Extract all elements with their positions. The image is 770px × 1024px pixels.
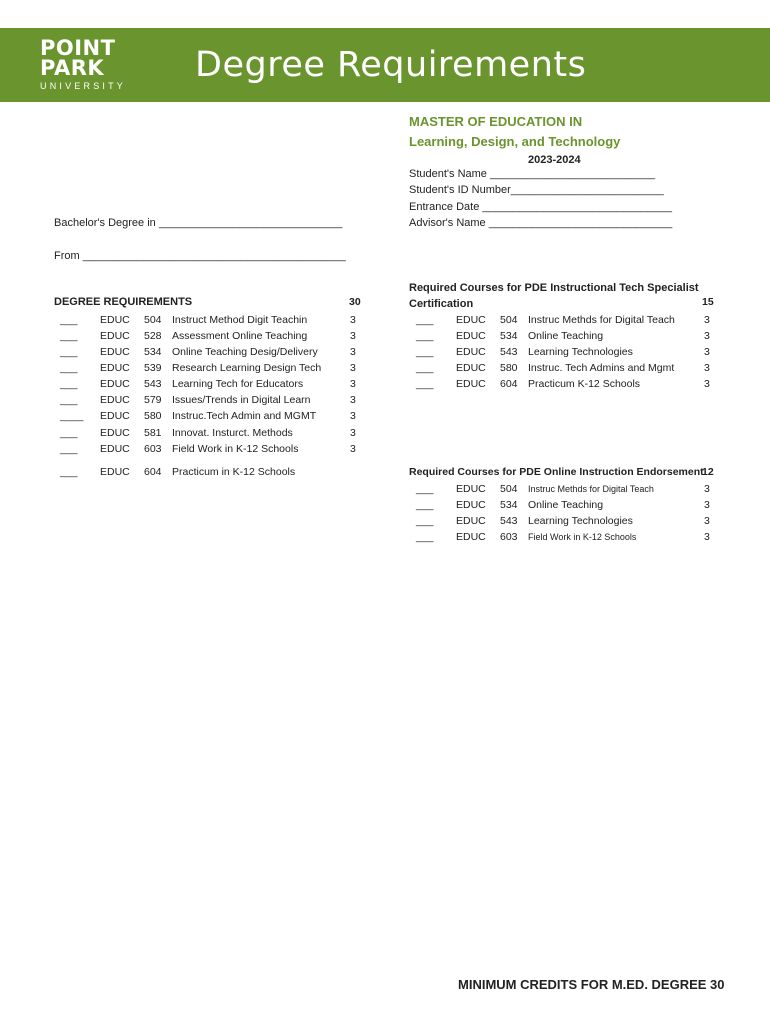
checkoff-blank[interactable]: ___ — [416, 515, 434, 527]
course-number: 581 — [144, 427, 162, 439]
student-name-field[interactable]: Student's Name ___________________________ — [409, 168, 656, 180]
checkoff-blank[interactable]: ___ — [60, 346, 78, 358]
logo-line-university: UNIVERSITY — [40, 81, 127, 91]
course-number: 580 — [500, 362, 518, 374]
minimum-credits-footer: MINIMUM CREDITS FOR M.ED. DEGREE 30 — [458, 977, 725, 992]
course-title: Instruc. Tech Admins and Mgmt — [528, 362, 675, 374]
course-title: Research Learning Design Tech — [172, 362, 322, 374]
course-number: 534 — [144, 346, 162, 358]
course-title: Learning Technologies — [528, 346, 633, 358]
course-dept: EDUC — [100, 362, 130, 374]
course-title: Instruc Methds for Digital Teach — [528, 314, 675, 326]
course-title: Practicum K-12 Schools — [528, 378, 641, 390]
checkoff-blank[interactable]: ___ — [60, 394, 78, 406]
course-credits: 3 — [704, 531, 710, 543]
course-title: Instruc.Tech Admin and MGMT — [172, 410, 317, 422]
cert-online-total: 12 — [702, 466, 714, 478]
course-number: 504 — [500, 483, 518, 495]
course-dept: EDUC — [456, 515, 486, 527]
course-dept: EDUC — [100, 410, 130, 422]
course-title: Assessment Online Teaching — [172, 330, 308, 342]
course-number: 543 — [500, 515, 518, 527]
checkoff-blank[interactable]: ___ — [60, 427, 78, 439]
course-title: Online Teaching Desig/Delivery — [172, 346, 318, 358]
course-number: 604 — [500, 378, 518, 390]
course-dept: EDUC — [456, 531, 486, 543]
course-number: 528 — [144, 330, 162, 342]
course-number: 543 — [500, 346, 518, 358]
course-dept: EDUC — [100, 314, 130, 326]
program-name: Learning, Design, and Technology — [409, 134, 621, 149]
course-credits: 3 — [704, 378, 710, 390]
course-number: 543 — [144, 378, 162, 390]
course-credits: 3 — [350, 346, 356, 358]
checkoff-blank[interactable]: ___ — [60, 330, 78, 342]
course-number: 534 — [500, 330, 518, 342]
course-credits: 3 — [350, 378, 356, 390]
checkoff-blank[interactable]: ___ — [60, 362, 78, 374]
course-credits: 3 — [350, 443, 356, 455]
page-title: Degree Requirements — [195, 45, 587, 85]
checkoff-blank[interactable]: ___ — [416, 330, 434, 342]
course-credits: 3 — [704, 330, 710, 342]
course-dept: EDUC — [456, 378, 486, 390]
course-credits: 3 — [704, 499, 710, 511]
course-number: 539 — [144, 362, 162, 374]
course-dept: EDUC — [456, 330, 486, 342]
cert-specialist-heading: Required Courses for PDE Instructional Tech Specialist — [409, 282, 699, 294]
course-title: Online Teaching — [528, 330, 604, 342]
university-logo — [40, 38, 136, 91]
course-credits: 3 — [704, 483, 710, 495]
course-number: 534 — [500, 499, 518, 511]
course-title: Online Teaching — [528, 499, 604, 511]
bachelors-degree-field[interactable]: Bachelor's Degree in ______________________________ — [54, 217, 343, 229]
course-credits: 3 — [350, 410, 356, 422]
course-number: 579 — [144, 394, 162, 406]
checkoff-blank[interactable]: ___ — [416, 314, 434, 326]
course-title: Innovat. Insturct. Methods — [172, 427, 293, 439]
logo-line-point: POINT — [40, 36, 116, 60]
course-title: Field Work in K-12 Schools — [172, 443, 299, 455]
checkoff-blank[interactable]: ___ — [416, 378, 434, 390]
course-credits: 3 — [704, 314, 710, 326]
course-credits: 3 — [350, 394, 356, 406]
checkoff-blank[interactable]: ___ — [416, 499, 434, 511]
checkoff-blank[interactable]: ___ — [416, 483, 434, 495]
checkoff-blank[interactable]: ____ — [60, 410, 84, 422]
course-title: Field Work in K-12 Schools — [528, 532, 637, 542]
cert-specialist-total: 15 — [702, 296, 714, 308]
course-credits: 3 — [704, 362, 710, 374]
course-dept: EDUC — [456, 314, 486, 326]
course-number: 603 — [500, 531, 518, 543]
course-credits: 3 — [350, 314, 356, 326]
advisor-name-field[interactable]: Advisor's Name ______________________________ — [409, 217, 673, 229]
checkoff-blank[interactable]: ___ — [60, 466, 78, 478]
checkoff-blank[interactable]: ___ — [416, 362, 434, 374]
course-credits: 3 — [704, 346, 710, 358]
course-dept: EDUC — [456, 346, 486, 358]
course-number: 603 — [144, 443, 162, 455]
entrance-date-field[interactable]: Entrance Date _______________________________ — [409, 201, 673, 213]
course-credits: 3 — [350, 362, 356, 374]
course-title: Issues/Trends in Digital Learn — [172, 394, 311, 406]
course-title: Instruct Method Digit Teachin — [172, 314, 308, 326]
logo-line-park: PARK — [40, 56, 105, 80]
course-dept: EDUC — [456, 499, 486, 511]
course-dept: EDUC — [100, 346, 130, 358]
course-title: Learning Tech for Educators — [172, 378, 304, 390]
course-dept: EDUC — [100, 330, 130, 342]
course-title: Learning Technologies — [528, 515, 633, 527]
course-dept: EDUC — [100, 427, 130, 439]
checkoff-blank[interactable]: ___ — [60, 378, 78, 390]
degree-requirements-heading: DEGREE REQUIREMENTS — [54, 296, 193, 308]
student-id-field[interactable]: Student's ID Number_________________________ — [409, 184, 664, 196]
checkoff-blank[interactable]: ___ — [416, 531, 434, 543]
course-credits: 3 — [350, 330, 356, 342]
program-degree: MASTER OF EDUCATION IN — [409, 114, 583, 129]
course-dept: EDUC — [100, 378, 130, 390]
program-year: 2023-2024 — [528, 154, 581, 166]
course-credits: 3 — [350, 427, 356, 439]
course-credits: 3 — [704, 515, 710, 527]
course-title: Instruc Methds for Digital Teach — [528, 484, 654, 494]
checkoff-blank[interactable]: ___ — [416, 346, 434, 358]
course-number: 580 — [144, 410, 162, 422]
course-number: 504 — [144, 314, 162, 326]
cert-online-heading: Required Courses for PDE Online Instruction Endorsement — [409, 466, 704, 478]
checkoff-blank[interactable]: ___ — [60, 314, 78, 326]
course-dept: EDUC — [100, 466, 130, 478]
from-field[interactable]: From ___________________________________________ — [54, 250, 346, 262]
course-title: Practicum in K-12 Schools — [172, 466, 296, 478]
course-dept: EDUC — [456, 362, 486, 374]
course-dept: EDUC — [456, 483, 486, 495]
course-number: 604 — [144, 466, 162, 478]
cert-specialist-heading-line2: Certification — [409, 298, 474, 310]
course-dept: EDUC — [100, 443, 130, 455]
course-dept: EDUC — [100, 394, 130, 406]
course-number: 504 — [500, 314, 518, 326]
degree-requirements-total: 30 — [349, 296, 361, 308]
checkoff-blank[interactable]: ___ — [60, 443, 78, 455]
